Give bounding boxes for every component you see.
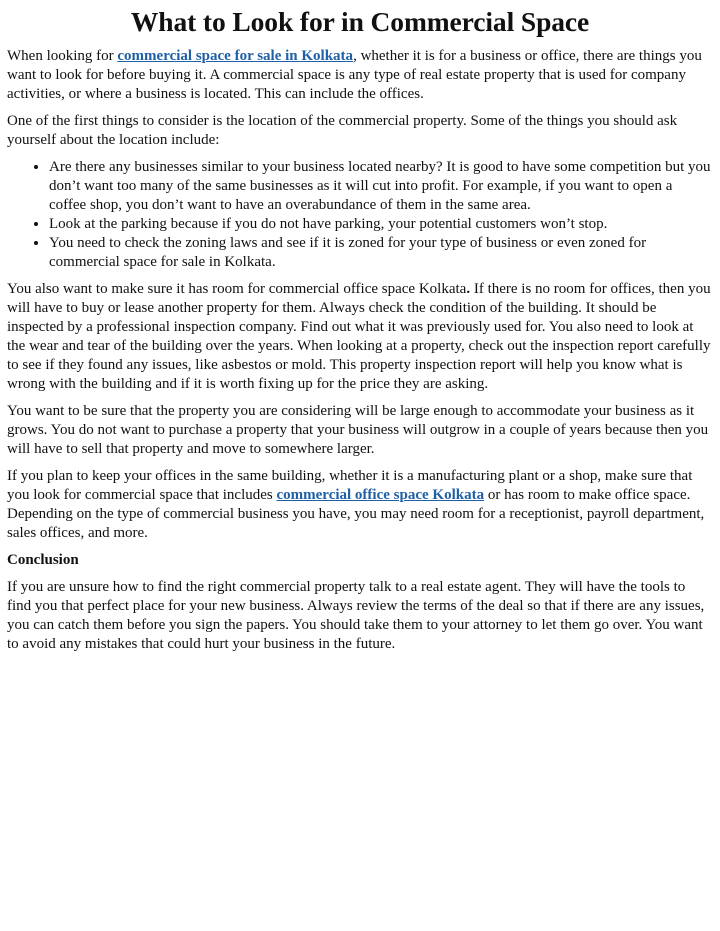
page-title: What to Look for in Commercial Space [130,6,590,37]
intro-text-after: , whether it is for a business or office, there are things you want to look for before buying it. A commercial space is any type of real estate property that is used for company activities, or where a business is located. This can include the offices. [7,48,702,102]
location-paragraph: One of the first things to consider is the location of the commercial property. Some of the things you should ask yourself about the location include: [7,113,678,148]
office-space-text-before: If you plan to keep your offices in the same building, whether it is a manufacturing plant or a shop, make sure that you look for commercial space that includes [7,468,693,503]
office-space-paragraph [7,467,713,543]
office-room-text-before: You also want to make sure it has room for commercial office space Kolkata [7,281,467,297]
size-paragraph: You want to be sure that the property you are considering will be large enough to accommodate your business as it grows. You do not want to purchase a property that your business will outgrow in a couple of years because then you will have to sell that property and move to somewhere larger. [7,403,709,457]
conclusion-heading: Conclusion [7,552,79,568]
list-item: • Are there any businesses similar to your business located nearby? It is good to have some competition but you don’t want too many of the same businesses as it will cut into profit. For example, if you want to open a coffee shop, you don’t want to have an overabundance of them in the same area. [49,158,713,215]
office-room-text-after: If there is no room for offices, then you will have to buy or lease another property for them. Always check the condition of the building. It should be inspected by a professional inspection company. Find out what it was previously used for. You also need to look at the wear and tear of the building over the years. When looking at a property, check out the inspection report carefully to see if they found any issues, like asbestos or mold. This property inspection report will help you know what is wrong with the building and if it is worth fixing up for the price they are asking. [7,281,711,392]
commercial-office-space-link[interactable]: commercial office space Kolkata [276,487,485,503]
intro-paragraph [7,47,713,104]
conclusion-heading-line [7,551,713,570]
bold-period: . [466,281,471,297]
commercial-space-sale-link[interactable]: commercial space for sale in Kolkata [117,48,354,64]
conclusion-paragraph: If you are unsure how to find the right commercial property talk to a real estate agent. They will have the tools to find you that perfect place for your new business. Always review the terms of the deal so that if there are any issues, you can catch them before you sign the papers. You should take them to your attorney to let them go over. You want to avoid any mistakes that could hurt your business in the future. [7,579,705,652]
office-space-text-after: or has room to make office space. Depending on the type of commercial business you have, you may need room for a receptionist, payroll department, sales offices, and more. [7,487,705,541]
location-questions-list [7,158,713,272]
office-room-paragraph [7,280,713,394]
list-item: • Look at the parking because if you do not have parking, your potential customers won’t stop. [49,215,713,234]
list-item: • You need to check the zoning laws and see if it is zoned for your type of business or even zoned for commercial space for sale in Kolkata. [49,234,713,272]
intro-text-before: When looking for [7,48,118,64]
